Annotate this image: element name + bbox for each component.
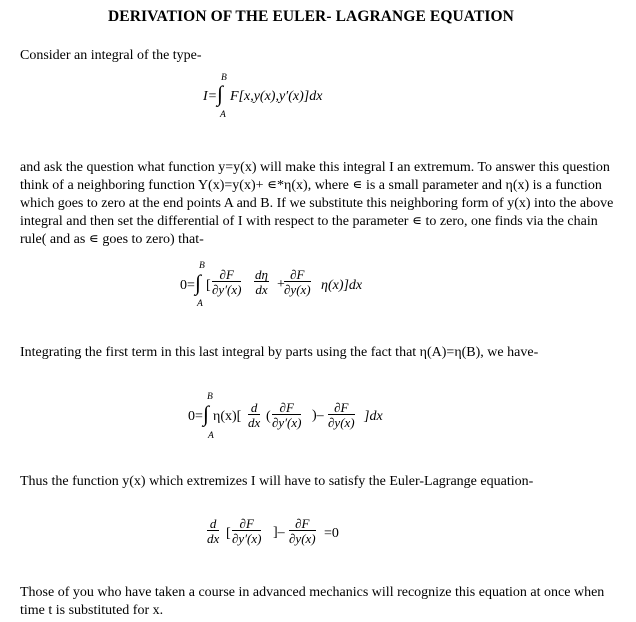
variation-equation [180,262,380,314]
numerator: ∂F [284,268,311,282]
equation-lhs: 0= [188,409,203,424]
page-title: DERIVATION OF THE EULER- LAGRANGE EQUATION [108,8,514,25]
integrand-tail: η(x)]dx [321,278,363,293]
upper-limit: B [207,392,213,402]
euler-lagrange-equation [207,517,357,559]
numerator: dη [255,267,268,282]
fraction-dF-dyprime [212,268,241,296]
equation-lhs: 0= [180,278,195,293]
integrand-tail: ]dx [364,409,383,424]
equals-zero: =0 [324,526,339,541]
lower-limit: A [208,431,214,441]
denominator: ∂y(x) [284,282,311,297]
integrated-equation [188,393,388,445]
close-bracket-minus: ]– [273,525,285,540]
numerator: ∂F [212,268,241,282]
open-bracket: [ [206,278,211,293]
numerator: d [207,517,219,531]
denominator: ∂y(x) [328,415,355,430]
fraction-d-dx [207,517,219,545]
numerator: ∂F [272,401,301,415]
open-paren: ( [266,409,271,424]
explanation-paragraph: and ask the question what function y=y(x) will make this integral I an extremum. To answer this question think of a neighboring function Y(x)=y(x)+ ∊*η(x), where ∊ is a small parameter and η(x) is a function which goes to zero at the end points A and B. If we substitute this neighboring form of y(x) into the above integral and then set the differential of I with respect to the parameter ∊ to zero, one finds via the chain rule( and as ∊ goes to zero) that- [20,160,614,247]
integration-by-parts-paragraph: Integrating the first term in this last integral by parts using the fact that η(A)=η(B), we have- [20,345,539,360]
denominator: ∂y′(x) [272,415,302,430]
upper-limit: B [199,261,205,271]
fraction-dF-dy [328,401,355,429]
numerator: ∂F [328,401,355,415]
plus-sign: + [277,277,285,292]
close-paren-minus: )– [312,408,324,423]
fraction-dF-dy [284,268,311,296]
integral-definition-equation [203,74,363,126]
denominator: dx [248,415,261,430]
eta-term: η(x)[ [213,409,242,424]
upper-limit: B [221,73,227,83]
denominator: dx [255,282,268,297]
denominator: dx [207,531,220,546]
fraction-dF-dyprime [232,517,261,545]
open-bracket: [ [226,526,231,541]
fraction-dF-dyprime [272,401,301,429]
integral-sign-icon: ∫ [203,401,210,426]
equation-lhs: I= [203,89,218,104]
euler-lagrange-intro-paragraph: Thus the function y(x) which extremizes I will have to satisfy the Euler-Lagrange equation- [20,474,534,489]
numerator: ∂F [289,517,316,531]
lower-limit: A [220,110,226,120]
fraction-deta-dx [254,268,269,296]
closing-paragraph: Those of you who have taken a course in advanced mechanics will recognize this equation at once when time t is substituted for x. [20,585,605,618]
denominator: ∂y′(x) [212,282,242,297]
denominator: ∂y(x) [289,531,316,546]
intro-paragraph: Consider an integral of the type- [20,48,202,63]
integral-sign-icon: ∫ [217,81,224,106]
lower-limit: A [197,299,203,309]
integrand: F[x,y(x),y′(x)]dx [230,89,323,104]
numerator: ∂F [232,517,261,531]
fraction-d-dx [248,401,260,429]
numerator: d [248,401,260,415]
fraction-dF-dy [289,517,316,545]
integral-sign-icon: ∫ [195,270,202,295]
denominator: ∂y′(x) [232,531,262,546]
